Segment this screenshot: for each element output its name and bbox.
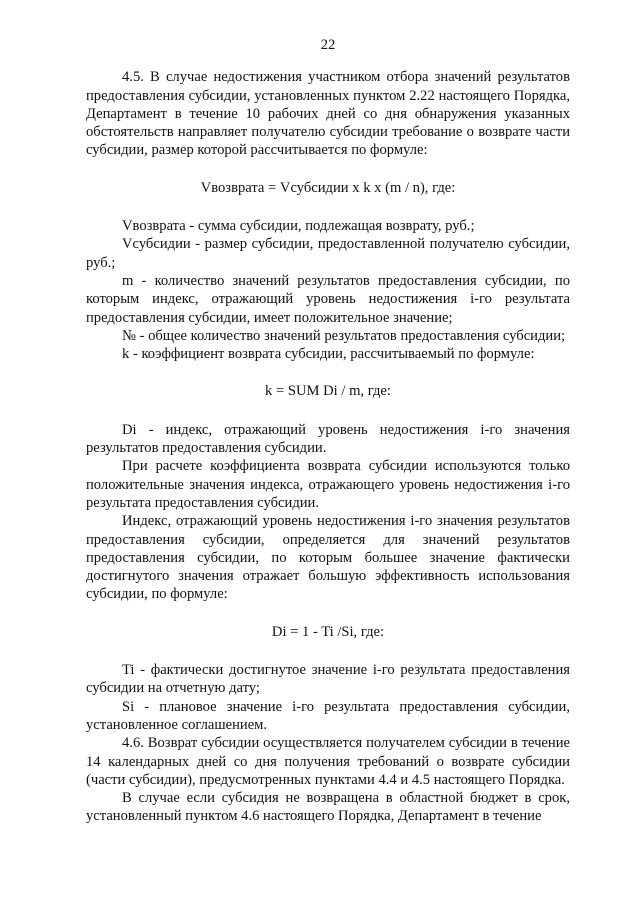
definition-v-subsidy: Vсубсидии - размер субсидии, предоставленной получателю субсидии, руб.; (86, 236, 570, 271)
document-page (86, 36, 570, 826)
paragraph-4-5: 4.5. В случае недостижения участником отбора значений результатов предоставления субсидии, установленных пунктом 2.22 настоящего Порядка, Департамент в течение 10 рабочих дней со дня обнаружения указанных обстоятельств направляет получателю субсидии требование о возврате части субсидии, размер которой рассчитывается по формуле: (86, 69, 570, 159)
paragraph-4-6: 4.6. Возврат субсидии осуществляется получателем субсидии в течение 14 календарных дней со дня получения требований о возврате субсидии (части субсидии), предусмотренных пунктами 4.4 и 4.5 настоящего Порядка. (86, 735, 570, 788)
formula-k: k = SUM Di / m, где: (265, 383, 391, 400)
definition-m: m - количество значений результатов предоставления субсидии, по которым индекс, отражающий уровень недостижения i-го результата предоставления субсидии, имеет положительное значение; (86, 272, 570, 326)
definition-si: Si - плановое значение i-го результата предоставления субсидии, установленное соглашением. (86, 698, 570, 733)
definition-ti: Ti - фактически достигнутое значение i-го результата предоставления субсидии на отчетную дату; (86, 662, 570, 697)
paragraph-calc: При расчете коэффициента возврата субсидии используются только положительные значения индекса, отражающего уровень недостижения i-го результата предоставления субсидии. (86, 458, 570, 511)
formula-di: Di = 1 - Ti /Si, где: (271, 623, 385, 640)
paragraph-last: В случае если субсидия не возвращена в областной бюджет в срок, установленный пунктом 4.6 настоящего Порядка, Департамент в течение (86, 790, 570, 825)
definition-k: k - коэффициент возврата субсидии, рассчитываемый по формуле: (122, 346, 535, 363)
definition-di: Di - индекс, отражающий уровень недостижения i-го значения результатов предоставления субсидии. (86, 421, 570, 457)
paragraph-index: Индекс, отражающий уровень недостижения i-го значения результатов предоставления субсидии, определяется для значений результатов предоставления субсидии, по которым большее значение фактически достигнутого значения отражает большую эффективность использования субсидии, по формуле: (86, 513, 570, 603)
definition-n: № - общее количество значений результатов предоставления субсидии; (122, 327, 566, 344)
formula-v-return: Vвозврата = Vсубсидии x k x (m / n), где: (200, 179, 456, 196)
definition-v-return: Vвозврата - сумма субсидии, подлежащая возврату, руб.; (122, 218, 475, 235)
page-number: 22 (320, 37, 336, 53)
